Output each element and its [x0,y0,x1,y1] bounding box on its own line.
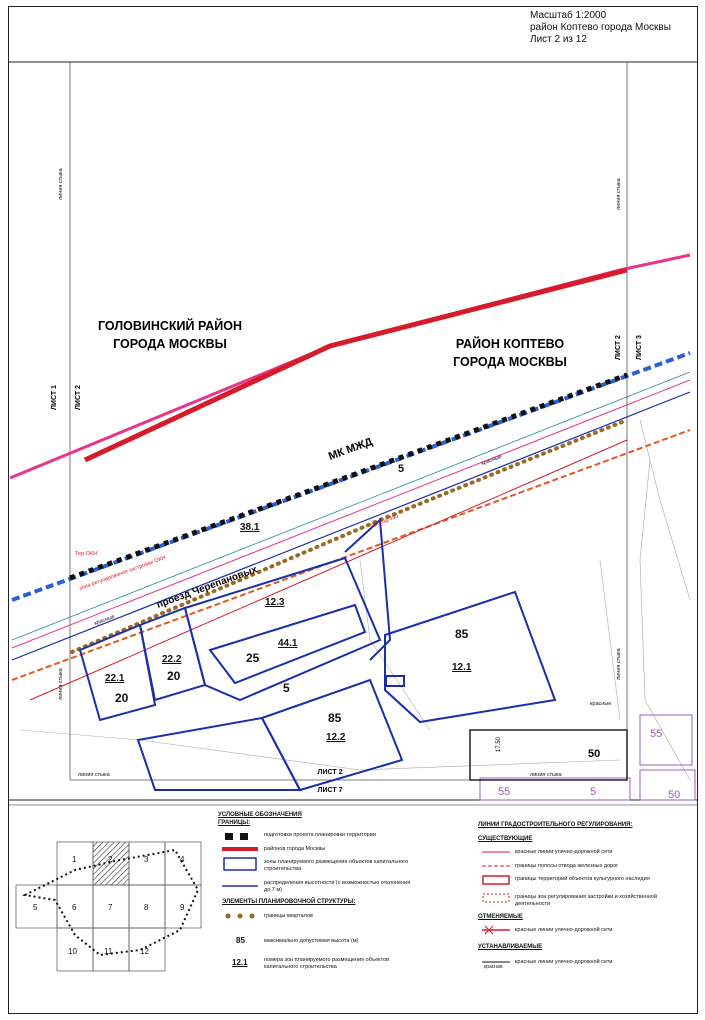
zone-height-20-left: 20 [115,691,129,705]
zone-height-85-upper: 85 [455,627,469,641]
legend-existing-railway-strip: границы полосы отвода железных дорог [515,863,619,869]
legend-item-project-border: подготовки проекта планировки территории [264,832,376,838]
legend-cancelled-red-lines: красные линии улично-дорожной сети [515,927,613,933]
legend-structure-title: ЭЛЕМЕНТЫ ПЛАНИРОВОЧНОЙ СТРУКТУРЫ: [222,899,356,905]
key-cell-6: 6 [72,903,77,912]
legend-existing-heritage: границы территорий объектов культурного наследия [515,876,650,882]
sheet-number: Лист 2 из 12 [530,34,587,45]
legend-right-title: ЛИНИИ ГРАДОСТРОИТЕЛЬНОГО РЕГУЛИРОВАНИЯ: [478,822,633,828]
key-cell-3: 3 [144,855,149,864]
scale-label: Масштаб 1:2000 [530,10,607,21]
zone-12-1 [385,592,555,722]
sheet-label-bottom2: ЛИСТ 2 [317,769,343,776]
key-cell-2: 2 [108,855,113,864]
red-line-label-right: красные [480,453,503,467]
legend-left [218,812,408,826]
sheet-label-right3: ЛИСТ 3 [636,335,643,360]
key-cell-11: 11 [104,947,113,956]
joint-line-label-bottom-right: линия стыка [530,772,562,778]
zone-5-outline [345,520,390,660]
key-cell-12: 12 [140,947,149,956]
sheet-label-left1: ЛИСТ 1 [51,385,58,410]
district-right-line1: РАЙОН КОПТЕВО [455,337,565,351]
teal-line [12,372,690,640]
legend-item-district-border: районов города Москвы [264,846,326,852]
legend-item-height-distribution: распределения высотности (с возможностью отклонения до 7 м) [264,880,411,893]
railway-label: МК МЖД [326,435,375,463]
joint-line-label-left-bottom: линия стыка [58,668,64,700]
legend-height-text: максимально допустимая высота (м) [264,938,359,944]
key-cell-9: 9 [180,903,185,912]
legend-zone-text: номера зон планируемого размещения объектов капитального строительства [264,957,390,970]
key-cell-1: 1 [72,855,77,864]
legend-planned-title: УСТАНАВЛИВАЕМЫЕ [478,944,543,950]
dimension-17-50: 17.50 [496,736,502,752]
zone-code-12-1: 12.1 [452,662,472,673]
zone-height-85-lower: 85 [328,711,342,725]
legend-borders-title: ГРАНИЦЫ: [218,820,251,826]
legend-zone-sample: 12.1 [232,958,248,967]
sheet-label-right2: ЛИСТ 2 [615,335,622,360]
zone-code-12-3: 12.3 [265,597,285,608]
legend-title: УСЛОВНЫЕ ОБОЗНАЧЕНИЯ [218,812,302,818]
red-line-existing [12,380,690,648]
zone-code-44-1: 44.1 [278,638,298,649]
okn-label: Тер ОКН [75,551,98,557]
legend-item-zones: зоны планируемого размещения объектов капитального строительства [264,859,409,872]
legend-existing-title: СУЩЕСТВУЮЩИЕ [478,836,533,842]
joint-line-label-right-bottom: линия стыка [616,648,622,680]
legend-planned-sample: красная [484,964,503,970]
district-label: район Коптево города Москвы [530,22,671,33]
district-left-line2: ГОРОДА МОСКВЫ [113,337,227,351]
legend-planned-red-lines: красные линии улично-дорожной сети [515,959,613,965]
zone-height-5-top: 5 [398,463,405,475]
joint-line-label-bottom-left: линия стыка [78,772,110,778]
key-cell-5: 5 [33,903,38,912]
sheet-label-bottom7: ЛИСТ 7 [317,787,343,794]
orange-dashed-line [12,430,690,680]
legend-left-symbols [222,833,258,919]
legend-existing-red-lines: красные линии улично-дорожной сети [515,849,613,855]
district-left-line1: ГОЛОВИНСКИЙ РАЙОН [98,319,242,333]
zone-code-38-1: 38.1 [240,522,260,533]
zone-height-5-mid: 5 [283,681,290,695]
key-cell-10: 10 [68,947,77,956]
zone-height-20-right: 20 [167,669,181,683]
legend-cancelled-title: ОТМЕНЯЕМЫЕ [478,914,523,920]
legend-item-quarters: границы кварталов [264,913,313,919]
zone-code-22-1: 22.1 [105,673,125,684]
outside-value-55-bottom: 55 [498,786,511,798]
joint-line-label-right-top: линия стыка [616,178,622,210]
district-right-line2: ГОРОДА МОСКВЫ [453,355,567,369]
legend-height-sample: 85 [236,936,245,945]
passage-label: проезд 490 [370,513,400,529]
key-cell-4: 4 [180,855,185,864]
okn-zone-label: зона регулирования застройки ОКН [78,554,167,592]
key-cell-7: 7 [108,903,113,912]
sheet-label-left2: ЛИСТ 2 [75,385,82,410]
zone-code-22-2: 22.2 [162,654,182,665]
red-line-label-left: красные [93,613,116,627]
joint-line-label-left-top: линия стыка [58,168,64,200]
outside-value-50: 50 [588,748,601,760]
outside-value-50-corner: 50 [668,789,681,801]
zone-5-lower [138,718,300,790]
red-line-label-bottom: красные [590,701,612,707]
outside-value-55-right: 55 [650,728,663,740]
outside-value-5: 5 [590,786,597,798]
street-label: проезд Черепановых [155,564,259,611]
zone-height-25: 25 [246,651,260,665]
zone-code-12-2: 12.2 [326,732,346,743]
key-cell-8: 8 [144,903,149,912]
legend-existing-regulation-zones: границы зон регулирования застройки и хозяйственной деятельности [515,894,657,907]
